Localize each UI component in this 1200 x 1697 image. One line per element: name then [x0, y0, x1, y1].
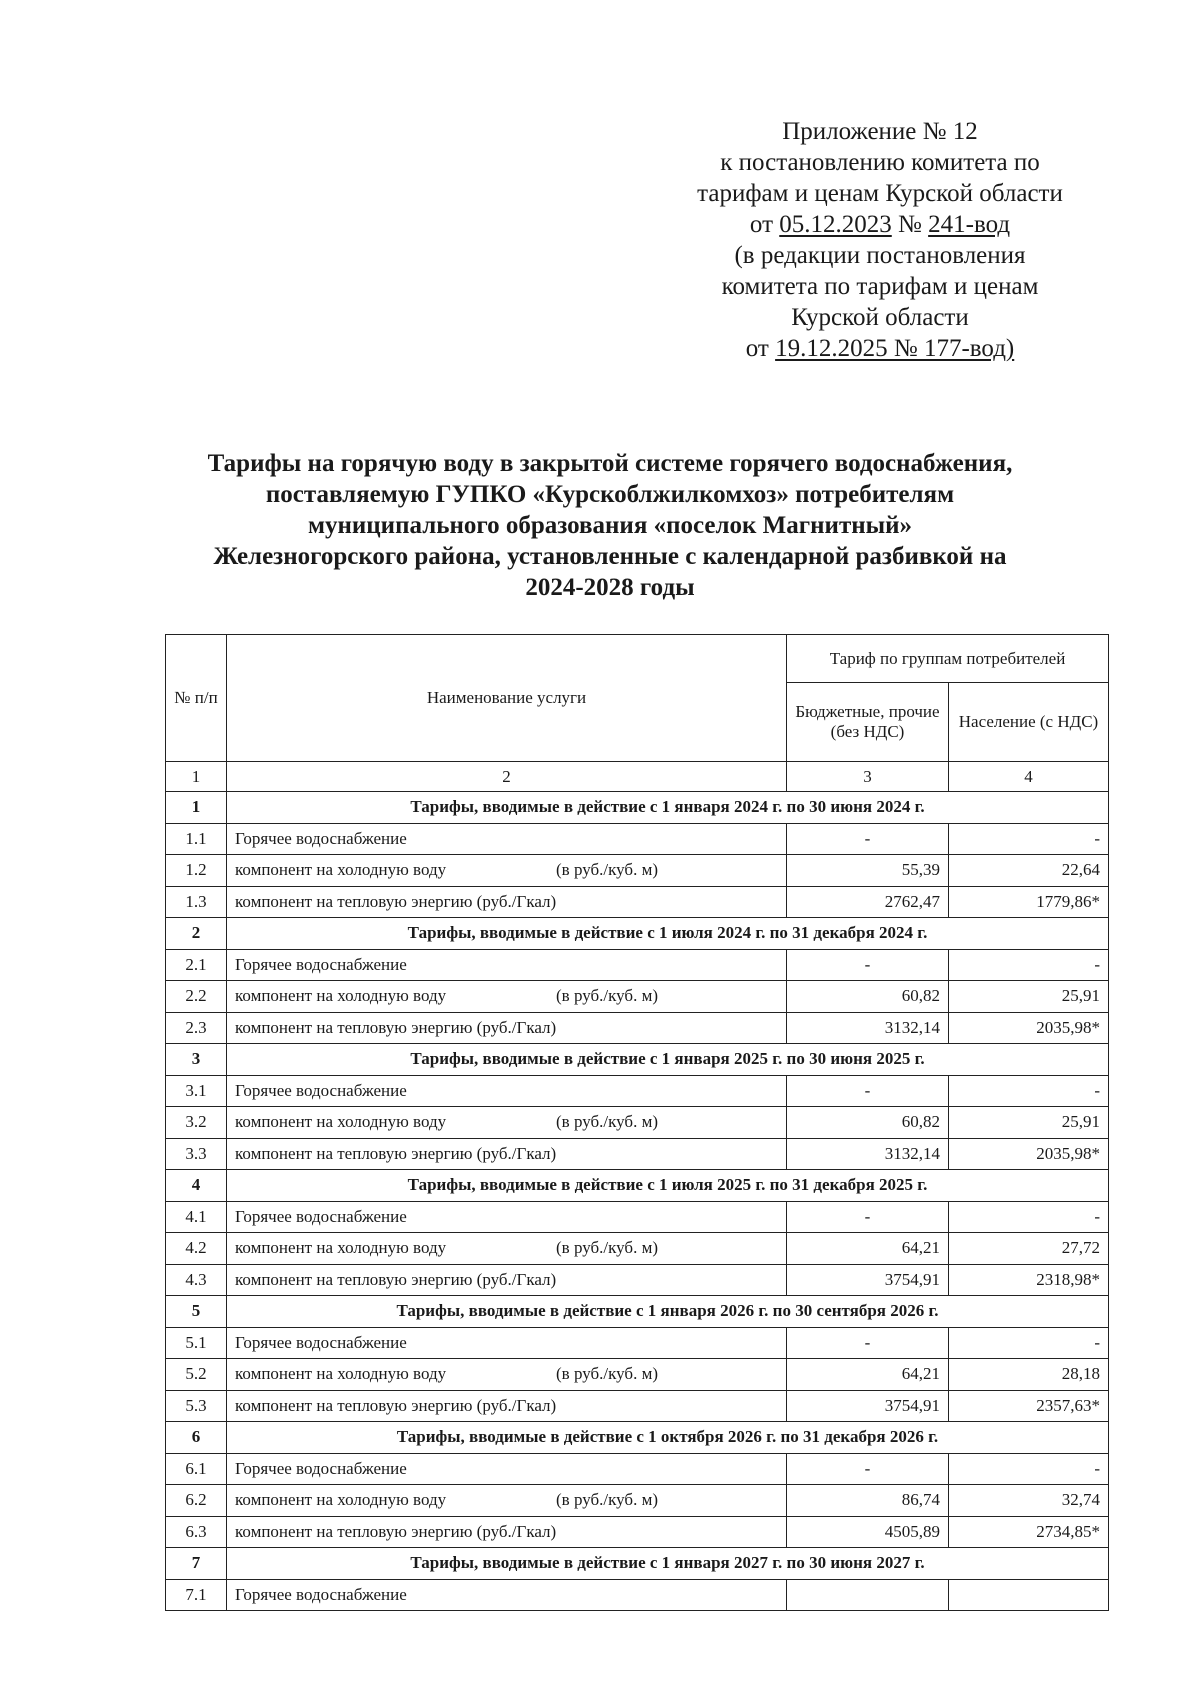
table-row — [166, 1107, 1109, 1139]
section-number: 6 — [166, 1422, 227, 1454]
table-row — [166, 1485, 1109, 1517]
row-number: 5.1 — [166, 1327, 227, 1359]
section-title: Тарифы, вводимые в действие с 1 января 2026 г. по 30 сентября 2026 г. — [227, 1296, 1109, 1328]
service-name-cell — [227, 1359, 787, 1391]
table-row — [166, 1516, 1109, 1548]
service-name-cell — [227, 1327, 787, 1359]
header-tariff-groups: Тариф по группам потребителей — [787, 635, 1109, 683]
section-title: Тарифы, вводимые в действие с 1 июля 2024 г. по 31 декабря 2024 г. — [227, 918, 1109, 950]
budget-tariff: 3754,91 — [787, 1390, 949, 1422]
budget-tariff: - — [787, 1453, 949, 1485]
service-name-cell — [227, 1579, 787, 1611]
service-name-cell — [227, 1453, 787, 1485]
population-tariff: 1779,86* — [949, 886, 1109, 918]
service-name-cell — [227, 1075, 787, 1107]
column-number: 1 — [166, 762, 227, 792]
service-name-cell — [227, 1012, 787, 1044]
population-tariff: - — [949, 1453, 1109, 1485]
budget-tariff: - — [787, 1201, 949, 1233]
service-name-cell — [227, 1516, 787, 1548]
table-row — [166, 1390, 1109, 1422]
appendix-number: Приложение № 12 — [782, 118, 978, 145]
header-service: Наименование услуги — [227, 635, 787, 762]
service-name-cell — [227, 1485, 787, 1517]
section-row — [166, 1422, 1109, 1454]
document-title: Тарифы на горячую воду в закрытой системе горячего водоснабжения, поставляемую ГУПКО «Курскоблжилкомхоз» потребителям муниципального образования «поселок Магнитный» Железногорского района, установленные с календарной разбивкой на 2024-2028 годы — [207, 450, 1013, 601]
population-tariff: 22,64 — [949, 855, 1109, 887]
service-name: компонент на тепловую энергию (руб./Гкал) — [235, 1143, 557, 1163]
row-number: 4.2 — [166, 1233, 227, 1265]
table-row — [166, 1359, 1109, 1391]
budget-tariff: 60,82 — [787, 981, 949, 1013]
section-number: 4 — [166, 1170, 227, 1202]
row-number: 3.1 — [166, 1075, 227, 1107]
column-number: 3 — [787, 762, 949, 792]
table-row — [166, 886, 1109, 918]
section-title: Тарифы, вводимые в действие с 1 июля 2025 г. по 31 декабря 2025 г. — [227, 1170, 1109, 1202]
service-name-cell — [227, 1201, 787, 1233]
appendix-line: (в редакции постановления — [734, 242, 1026, 269]
section-title: Тарифы, вводимые в действие с 1 октября 2026 г. по 31 декабря 2026 г. — [227, 1422, 1109, 1454]
population-tariff: 2734,85* — [949, 1516, 1109, 1548]
population-tariff: 28,18 — [949, 1359, 1109, 1391]
header-num: № п/п — [166, 635, 227, 762]
service-unit: (в руб./куб. м) — [556, 1364, 658, 1384]
service-name: компонент на тепловую энергию (руб./Гкал) — [235, 891, 557, 911]
service-unit: (в руб./куб. м) — [556, 986, 658, 1006]
service-name: Горячее водоснабжение — [235, 1080, 407, 1100]
table-row — [166, 1579, 1109, 1611]
row-number: 3.2 — [166, 1107, 227, 1139]
table-row — [166, 1012, 1109, 1044]
service-name-cell — [227, 1233, 787, 1265]
amendment-reference: 19.12.2025 № 177-вод) — [775, 335, 1015, 362]
service-name: компонент на тепловую энергию (руб./Гкал) — [235, 1521, 557, 1541]
service-name: компонент на тепловую энергию (руб./Гкал) — [235, 1017, 557, 1037]
service-name-cell — [227, 886, 787, 918]
row-number: 3.3 — [166, 1138, 227, 1170]
service-name: компонент на холодную воду — [235, 1112, 447, 1132]
service-name: Горячее водоснабжение — [235, 1206, 407, 1226]
resolution-date: 05.12.2023 — [779, 211, 892, 238]
appendix-line: тарифам и ценам Курской области — [697, 180, 1063, 207]
service-unit: (в руб./куб. м) — [556, 1238, 658, 1258]
table-row — [166, 1201, 1109, 1233]
service-name-cell — [227, 1264, 787, 1296]
service-name-cell — [227, 981, 787, 1013]
column-number: 4 — [949, 762, 1109, 792]
service-unit: (в руб./куб. м) — [556, 1112, 658, 1132]
header-population: Население (с НДС) — [949, 683, 1109, 762]
tariff-table — [165, 634, 1109, 1611]
population-tariff: 27,72 — [949, 1233, 1109, 1265]
population-tariff: 32,74 — [949, 1485, 1109, 1517]
service-name-cell — [227, 949, 787, 981]
table-row — [166, 949, 1109, 981]
column-number: 2 — [227, 762, 787, 792]
population-tariff: 2035,98* — [949, 1012, 1109, 1044]
row-number: 1.1 — [166, 823, 227, 855]
appendix-line: к постановлению комитета по — [720, 149, 1040, 176]
row-number: 5.3 — [166, 1390, 227, 1422]
service-unit: (в руб./куб. м) — [556, 1490, 658, 1510]
budget-tariff: - — [787, 1327, 949, 1359]
amendment-date-line: от 19.12.2025 № 177-вод) — [745, 335, 1015, 362]
budget-tariff — [787, 1579, 949, 1611]
table-row — [166, 1233, 1109, 1265]
population-tariff — [949, 1579, 1109, 1611]
budget-tariff: - — [787, 1075, 949, 1107]
budget-tariff: 3132,14 — [787, 1012, 949, 1044]
budget-tariff: 64,21 — [787, 1359, 949, 1391]
budget-tariff: - — [787, 949, 949, 981]
budget-tariff: 3754,91 — [787, 1264, 949, 1296]
row-number: 6.3 — [166, 1516, 227, 1548]
row-number: 4.1 — [166, 1201, 227, 1233]
row-number: 6.2 — [166, 1485, 227, 1517]
population-tariff: 2318,98* — [949, 1264, 1109, 1296]
header-budget: Бюджетные, прочие (без НДС) — [787, 683, 949, 762]
section-number: 2 — [166, 918, 227, 950]
service-name: компонент на холодную воду — [235, 986, 447, 1006]
row-number: 1.3 — [166, 886, 227, 918]
population-tariff: 2357,63* — [949, 1390, 1109, 1422]
service-name-cell — [227, 823, 787, 855]
resolution-number: 241-вод — [928, 211, 1011, 238]
table-row — [166, 981, 1109, 1013]
appendix-line: Курской области — [791, 304, 969, 331]
row-number: 2.2 — [166, 981, 227, 1013]
service-name-cell — [227, 855, 787, 887]
table-row — [166, 1453, 1109, 1485]
section-title: Тарифы, вводимые в действие с 1 января 2027 г. по 30 июня 2027 г. — [227, 1548, 1109, 1580]
service-name: компонент на холодную воду — [235, 860, 447, 880]
table-row — [166, 1138, 1109, 1170]
section-number: 5 — [166, 1296, 227, 1328]
service-name-cell — [227, 1107, 787, 1139]
service-name: компонент на холодную воду — [235, 1238, 447, 1258]
table-row — [166, 1327, 1109, 1359]
appendix-date-line: от 05.12.2023 № 241-вод — [749, 211, 1011, 238]
service-name-cell — [227, 1390, 787, 1422]
population-tariff: 25,91 — [949, 1107, 1109, 1139]
section-title: Тарифы, вводимые в действие с 1 января 2024 г. по 30 июня 2024 г. — [227, 792, 1109, 824]
section-row — [166, 1296, 1109, 1328]
section-number: 3 — [166, 1044, 227, 1076]
population-tariff: 25,91 — [949, 981, 1109, 1013]
appendix-heading — [640, 116, 1120, 364]
row-number: 6.1 — [166, 1453, 227, 1485]
row-number: 2.3 — [166, 1012, 227, 1044]
population-tariff: - — [949, 949, 1109, 981]
section-row — [166, 1548, 1109, 1580]
row-number: 5.2 — [166, 1359, 227, 1391]
service-name: компонент на тепловую энергию (руб./Гкал) — [235, 1269, 557, 1289]
service-name: Горячее водоснабжение — [235, 1584, 407, 1604]
service-name: компонент на холодную воду — [235, 1490, 447, 1510]
budget-tariff: 55,39 — [787, 855, 949, 887]
population-tariff: - — [949, 1201, 1109, 1233]
budget-tariff: 86,74 — [787, 1485, 949, 1517]
population-tariff: - — [949, 1075, 1109, 1107]
budget-tariff: 60,82 — [787, 1107, 949, 1139]
table-row — [166, 855, 1109, 887]
row-number: 1.2 — [166, 855, 227, 887]
table-row — [166, 1075, 1109, 1107]
population-tariff: - — [949, 1327, 1109, 1359]
service-name: компонент на тепловую энергию (руб./Гкал) — [235, 1395, 557, 1415]
section-row — [166, 918, 1109, 950]
service-name: компонент на холодную воду — [235, 1364, 447, 1384]
section-title: Тарифы, вводимые в действие с 1 января 2025 г. по 30 июня 2025 г. — [227, 1044, 1109, 1076]
section-number: 1 — [166, 792, 227, 824]
budget-tariff: 3132,14 — [787, 1138, 949, 1170]
budget-tariff: 4505,89 — [787, 1516, 949, 1548]
section-row — [166, 1044, 1109, 1076]
row-number: 4.3 — [166, 1264, 227, 1296]
section-row — [166, 1170, 1109, 1202]
row-number: 2.1 — [166, 949, 227, 981]
section-row — [166, 792, 1109, 824]
row-number: 7.1 — [166, 1579, 227, 1611]
service-name: Горячее водоснабжение — [235, 1332, 407, 1352]
population-tariff: - — [949, 823, 1109, 855]
budget-tariff: 64,21 — [787, 1233, 949, 1265]
service-name: Горячее водоснабжение — [235, 828, 407, 848]
section-number: 7 — [166, 1548, 227, 1580]
table-row — [166, 823, 1109, 855]
budget-tariff: 2762,47 — [787, 886, 949, 918]
table-row — [166, 1264, 1109, 1296]
appendix-line: комитета по тарифам и ценам — [721, 273, 1039, 300]
service-name-cell — [227, 1138, 787, 1170]
population-tariff: 2035,98* — [949, 1138, 1109, 1170]
service-unit: (в руб./куб. м) — [556, 860, 658, 880]
service-name: Горячее водоснабжение — [235, 1458, 407, 1478]
budget-tariff: - — [787, 823, 949, 855]
service-name: Горячее водоснабжение — [235, 954, 407, 974]
